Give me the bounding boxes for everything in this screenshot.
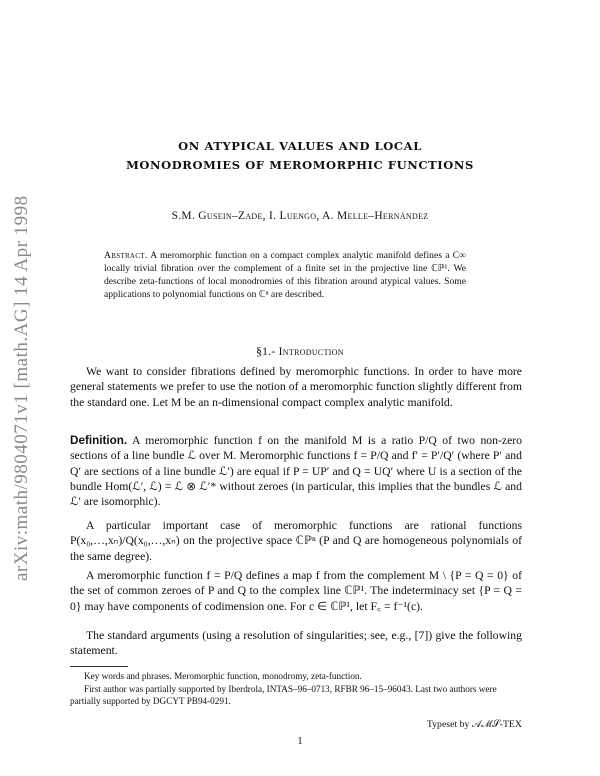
author-list: S.M. Gusein–Zade, I. Luengo, A. Melle–Hernández [171,210,429,222]
typeset-note: Typeset by 𝒜ℳ𝒮-TEX [426,719,522,730]
footnote-keywords: Key words and phrases. Meromorphic function, monodromy, zeta-function. [84,671,362,681]
paragraph-standard-arguments: The standard arguments (using a resolution of singularities; see, e.g., [7]) give the following statement. [70,629,522,658]
paragraph-intro: We want to consider fibrations defined by meromorphic functions. In order to have more general statements we prefer to use the notion of a meromorphic function slightly different from the standard one. Let M be an n-dimensional compact complex analytic manifold. [70,365,522,409]
definition-text: A meromorphic function f on the manifold M is a ratio P/Q of two non-zero sections of a line bundle ℒ over M. Meromorphic functions f = P/Q and f′ = P′/Q′ (where P′ and Q′ are sections of a line bundle ℒ′) are equal if P = UP′ and Q = UQ′ where U is a section of the bundle Hom(ℒ′, ℒ) = ℒ ⊗ ℒ′* without zeroes (in particular, this implies that the bundles ℒ and ℒ′ are isomorphic). [70,434,522,509]
paragraph-map-definition: A meromorphic function f = P/Q defines a map f from the complement M \ {P = Q = 0} of the set of common zeroes of P and Q to the complex line ℂℙ¹. The indeterminacy set {P = Q = 0} may have components of codimension one. For c ∈ ℂℙ¹, let F꜀ = f⁻¹(c). [70,569,522,613]
paragraph-rational-functions: A particular important case of meromorphic functions are rational functions P(x₀,…,xₙ)/Q(x₀,…,xₙ) on the projective space ℂℙⁿ (P and Q are homogeneous polynomials of the same degree). [70,519,522,563]
page-number: 1 [297,736,303,747]
definition-heading: Definition. [70,434,128,447]
abstract-text: A meromorphic function on a compact complex analytic manifold defines a C∞ locally trivial fibration over the complement of a finite set in the projective line ℂℙ¹. We describe zeta-functions of local monodromies of this fibration around atypical values. Some applications to polynomial functions on ℂⁿ are described. [104,250,466,300]
paragraph-definition [70,433,522,509]
section-heading: §1.- Introduction [256,346,344,358]
title-line-2: MONODROMIES OF MEROMORPHIC FUNCTIONS [126,158,474,172]
footnote-support: First author was partially supported by Iberdrola, INTAS–96–0713, RFBR 96–15–96043. Last two authors were partially supported by DGCYT PB94-0291. [70,683,497,706]
footnotes [70,670,522,708]
title-line-1: ON ATYPICAL VALUES AND LOCAL [178,139,422,153]
footnote-rule [70,666,128,667]
arxiv-identifier-stamp: arXiv:math/9804071v1 [math.AG] 14 Apr 1998 [11,195,32,581]
abstract-label: Abstract. [104,250,148,261]
abstract [104,249,466,301]
paper-title [70,137,530,175]
